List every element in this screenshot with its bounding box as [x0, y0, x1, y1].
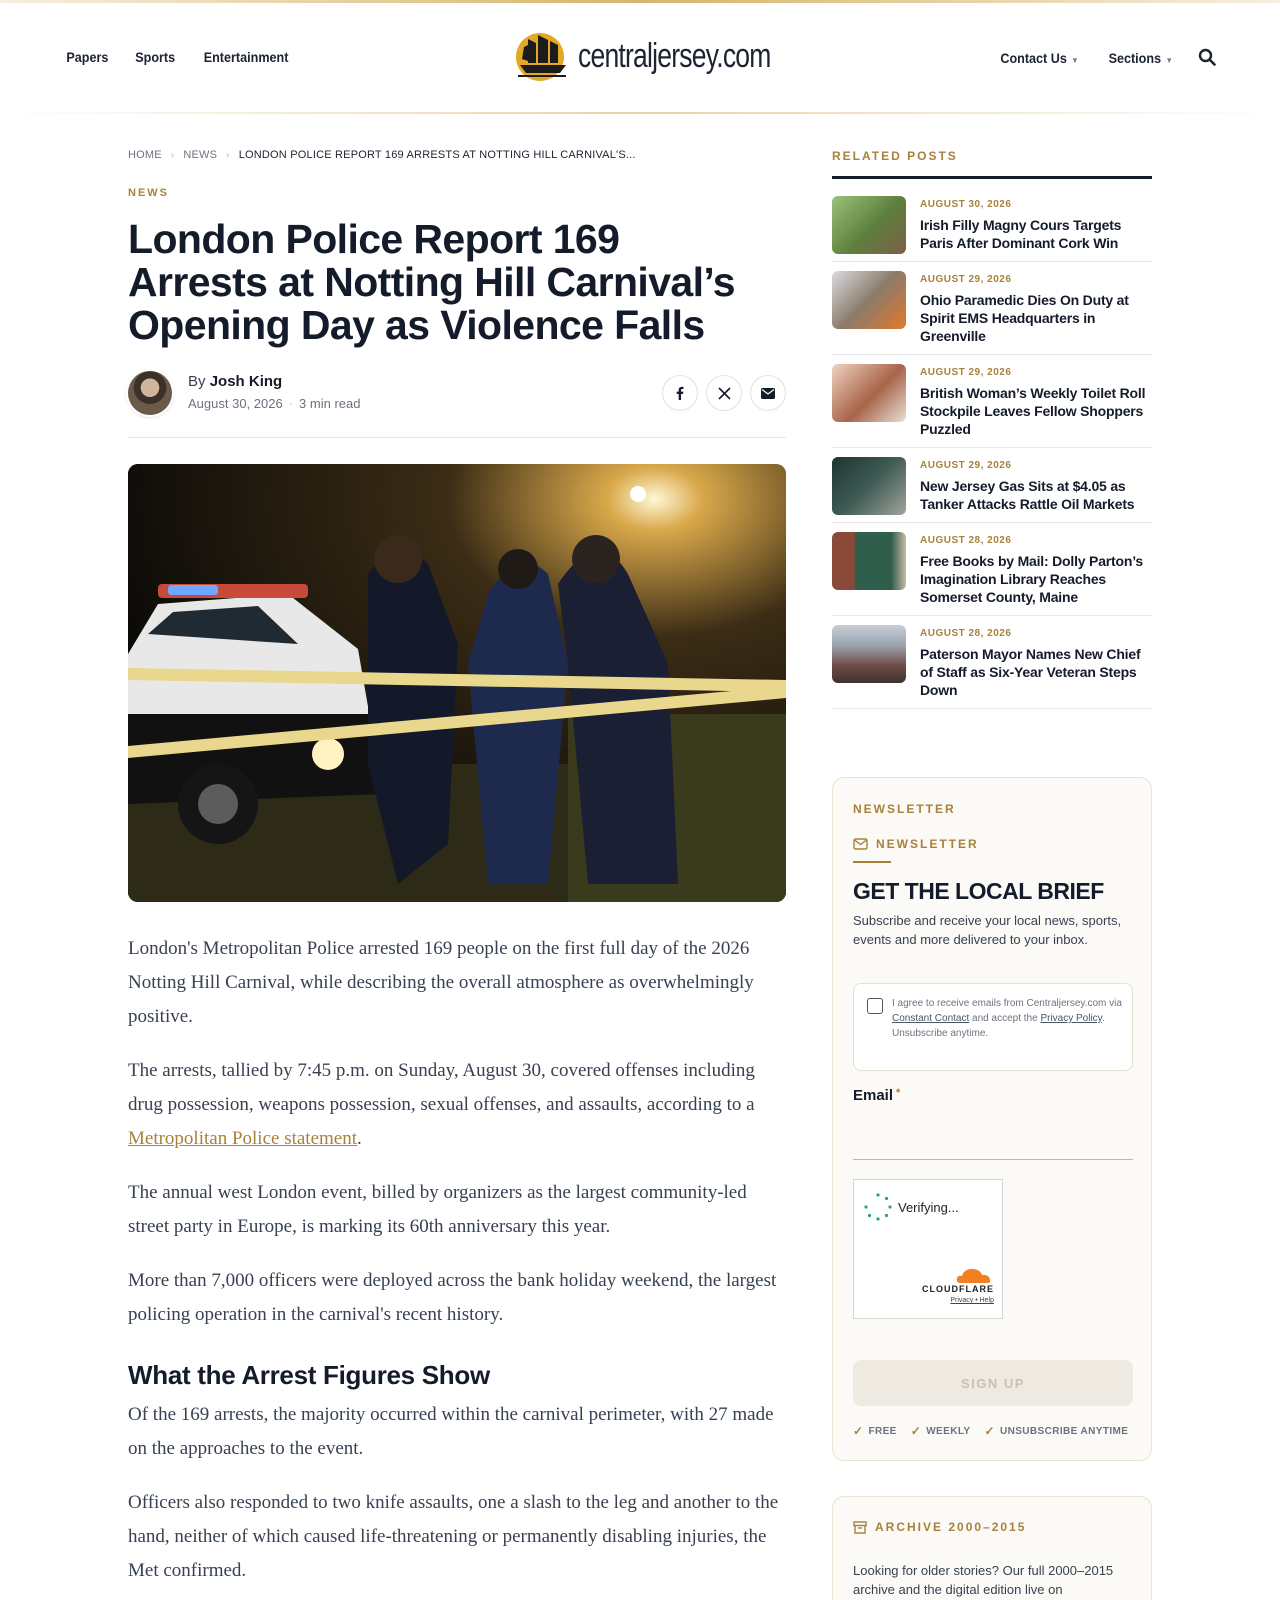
related-post-headline[interactable]: Irish Filly Magny Cours Targets Paris After Dominant Cork Win	[920, 217, 1122, 251]
primary-nav	[64, 49, 293, 65]
author-avatar[interactable]	[128, 371, 172, 415]
hero-image	[128, 464, 786, 902]
email-label-text: Email	[853, 1087, 894, 1104]
site-header	[0, 3, 1280, 113]
share-buttons	[662, 375, 786, 411]
email-input[interactable]	[853, 1114, 1133, 1160]
consent-text-b: and accept the	[969, 1013, 1041, 1024]
cloudflare-cloud-icon	[956, 1266, 992, 1284]
category-kicker[interactable]: NEWS	[128, 187, 169, 199]
perk-label: WEEKLY	[926, 1425, 971, 1437]
verifying-text: Verifying...	[898, 1200, 959, 1215]
related-post-thumbnail[interactable]	[832, 625, 906, 683]
constant-contact-link[interactable]: Constant Contact	[892, 1013, 970, 1024]
consent-box	[853, 983, 1133, 1071]
cloudflare-turnstile-widget[interactable]	[853, 1179, 1003, 1319]
breadcrumb	[128, 149, 636, 161]
meta-separator: ·	[288, 396, 294, 411]
nav-sections-label: Sections	[1108, 50, 1161, 66]
consent-checkbox[interactable]	[867, 998, 883, 1014]
related-post-item[interactable]	[832, 448, 1152, 523]
related-post-item[interactable]	[832, 355, 1152, 448]
related-post-date: AUGUST 28, 2026	[920, 628, 1012, 639]
archive-label-text: ARCHIVE 2000–2015	[875, 1520, 1027, 1534]
perk-label: UNSUBSCRIBE ANYTIME	[999, 1425, 1129, 1437]
met-police-statement-link[interactable]: Metropolitan Police statement	[128, 1128, 358, 1149]
newsletter-label-text: NEWSLETTER	[876, 837, 979, 851]
consent-text-c: . Unsubscribe anytime.	[892, 1013, 1105, 1039]
related-post-date: AUGUST 29, 2026	[920, 367, 1012, 378]
newsletter-underline	[853, 861, 891, 863]
logo-text: centraljersey.com	[578, 36, 771, 75]
related-posts-rule	[832, 176, 1152, 179]
archive-label	[853, 1520, 1026, 1534]
check-icon: ✓	[984, 1424, 995, 1438]
article-paragraph	[128, 1054, 788, 1156]
envelope-icon	[853, 838, 868, 850]
article-paragraph: Officers also responded to two knife assaults, one a slash to the leg and another to the hand, neither of which caused life-threatening or permanently disabling injuries, the Met confirmed.	[128, 1492, 779, 1581]
newsletter-title: GET THE LOCAL BRIEF	[853, 878, 1104, 904]
email-label	[853, 1087, 900, 1104]
related-post-headline[interactable]: New Jersey Gas Sits at $4.05 as Tanker Attacks Rattle Oil Markets	[920, 478, 1135, 512]
article-paragraph: The annual west London event, billed by organizers as the largest community-led street party in Europe, is marking its 60th anniversary this year.	[128, 1182, 747, 1237]
related-post-date: AUGUST 30, 2026	[920, 199, 1012, 210]
read-time: 3 min read	[299, 396, 361, 411]
related-post-thumbnail[interactable]	[832, 364, 906, 422]
related-post-date: AUGUST 28, 2026	[920, 535, 1012, 546]
loading-spinner-icon	[863, 1192, 893, 1222]
cloudflare-links[interactable]: Privacy • Help	[950, 1297, 994, 1304]
share-email-button[interactable]	[750, 375, 786, 411]
newsletter-perks	[853, 1424, 1128, 1438]
related-post-date: AUGUST 29, 2026	[920, 460, 1012, 471]
related-post-headline[interactable]: Free Books by Mail: Dolly Parton’s Imagination Library Reaches Somerset County, Maine	[920, 553, 1143, 605]
related-post-headline[interactable]: Paterson Mayor Names New Chief of Staff as Six-Year Veteran Steps Down	[920, 646, 1141, 698]
consent-text	[892, 996, 1128, 1041]
chevron-down-icon: ▼	[1071, 56, 1079, 65]
paragraph-end: .	[357, 1128, 362, 1149]
nav-sports[interactable]: Sports	[134, 49, 175, 65]
chevron-right-icon: ›	[226, 149, 230, 161]
newsletter-description: Subscribe and receive your local news, sports, events and more delivered to your inbox.	[853, 913, 1122, 947]
breadcrumb-home[interactable]: HOME	[128, 149, 162, 161]
nav-contact-label: Contact Us	[1000, 50, 1067, 66]
share-facebook-button[interactable]	[662, 375, 698, 411]
publish-date: August 30, 2026	[188, 396, 283, 411]
archive-card	[832, 1496, 1152, 1600]
header-divider	[0, 112, 1280, 114]
related-post-headline[interactable]: British Woman’s Weekly Toilet Roll Stockpile Leaves Fellow Shoppers Puzzled	[920, 385, 1146, 437]
breadcrumb-current: LONDON POLICE REPORT 169 ARRESTS AT NOTTING HILL CARNIVAL'S...	[238, 149, 636, 161]
related-post-thumbnail[interactable]	[832, 532, 906, 590]
perk-item	[911, 1424, 971, 1438]
nav-contact-us[interactable]	[1000, 50, 1078, 66]
article-paragraph: Of the 169 arrests, the majority occurred within the carnival perimeter, with 27 made on the approaches to the event.	[128, 1404, 774, 1459]
perk-label: FREE	[868, 1425, 897, 1437]
author-name[interactable]: Josh King	[209, 373, 283, 390]
byline	[188, 373, 282, 390]
paragraph-text: The arrests, tallied by 7:45 p.m. on Sunday, August 30, covered offenses including drug possession, weapons possession, sexual offenses, and assaults, according to a	[128, 1060, 755, 1115]
breadcrumb-news[interactable]: NEWS	[183, 149, 218, 161]
consent-text-a: I agree to receive emails from Centraljersey.com via	[892, 998, 1122, 1009]
related-post-date: AUGUST 29, 2026	[920, 274, 1012, 285]
newsletter-heading: NEWSLETTER	[853, 802, 956, 816]
related-post-thumbnail[interactable]	[832, 271, 906, 329]
chevron-right-icon: ›	[170, 149, 175, 161]
sign-up-button[interactable]: SIGN UP	[853, 1360, 1133, 1406]
nav-sections[interactable]	[1108, 50, 1172, 66]
article-meta	[188, 396, 360, 411]
chevron-down-icon: ▼	[1165, 56, 1173, 65]
related-posts-title: RELATED POSTS	[832, 149, 958, 163]
perk-item	[984, 1424, 1128, 1438]
archive-description: Looking for older stories? Our full 2000–2015 archive and the digital edition live on	[853, 1563, 1114, 1597]
byline-prefix: By	[188, 373, 206, 390]
related-post-thumbnail[interactable]	[832, 196, 906, 254]
author-row	[128, 370, 786, 438]
share-x-button[interactable]	[706, 375, 742, 411]
article-body	[128, 932, 788, 1600]
required-marker: *	[896, 1087, 901, 1099]
related-posts-list	[832, 187, 1152, 709]
section-heading: What the Arrest Figures Show	[128, 1360, 490, 1390]
search-icon[interactable]	[1198, 48, 1216, 66]
newsletter-card	[832, 777, 1152, 1461]
nav-entertainment[interactable]: Entertainment	[203, 49, 289, 65]
related-post-thumbnail[interactable]	[832, 457, 906, 515]
police-scene-illustration	[128, 464, 786, 902]
article-paragraph: More than 7,000 officers were deployed across the bank holiday weekend, the largest policing operation in the carnival's recent history.	[128, 1270, 777, 1325]
archive-box-icon	[853, 1521, 867, 1534]
related-post-item[interactable]	[832, 262, 1152, 355]
perk-item	[853, 1424, 897, 1438]
x-icon	[718, 387, 731, 400]
check-icon: ✓	[853, 1424, 864, 1438]
facebook-icon	[673, 386, 687, 400]
related-post-item[interactable]	[832, 187, 1152, 262]
newsletter-label	[853, 837, 979, 851]
cloudflare-brand: CLOUDFLARE	[922, 1284, 994, 1294]
envelope-icon	[761, 388, 775, 399]
article-paragraph: London's Metropolitan Police arrested 169 people on the first full day of the 2026 Notting Hill Carnival, while describing the overall atmosphere as overwhelmingly positive.	[128, 938, 754, 1027]
related-post-headline[interactable]: Ohio Paramedic Dies On Duty at Spirit EMS Headquarters in Greenville	[920, 292, 1129, 344]
related-post-item[interactable]	[832, 616, 1152, 709]
article-headline: London Police Report 169 Arrests at Notting Hill Carnival’s Opening Day as Violence Falls	[128, 216, 735, 348]
nav-papers[interactable]: Papers	[66, 49, 109, 65]
ship-logo-icon	[514, 29, 572, 83]
site-logo[interactable]	[514, 29, 825, 83]
privacy-policy-link[interactable]: Privacy Policy	[1040, 1013, 1102, 1024]
check-icon: ✓	[910, 1424, 922, 1438]
secondary-nav	[996, 49, 1216, 67]
related-post-item[interactable]	[832, 523, 1152, 616]
